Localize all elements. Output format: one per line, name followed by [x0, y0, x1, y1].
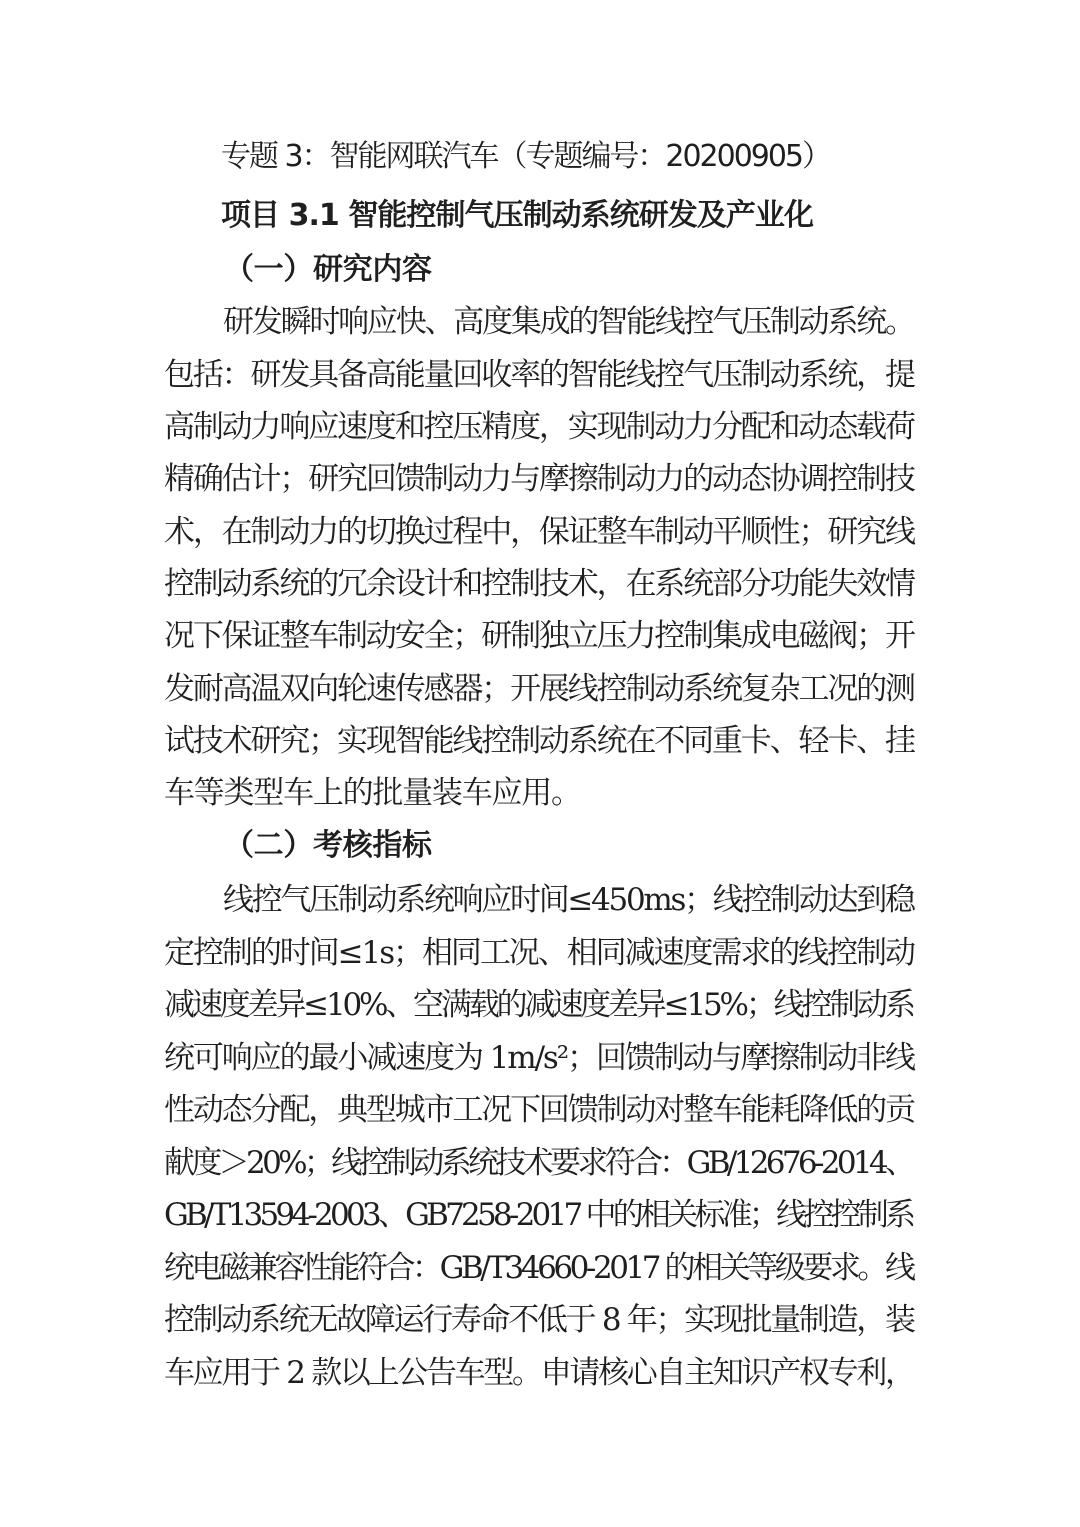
topic-heading-text: 专题 3：智能网联汽车（专题编号：20200905） [221, 139, 830, 174]
paragraph-line-text: 包括：研发具备高能量回收率的智能线控气压制动系统，提 [164, 357, 914, 393]
section-2-heading-text: （二）考核指标 [224, 828, 432, 863]
paragraph-line-text: 定控制的时间≤1s；相同工况、相同减速度需求的线控制动 [164, 935, 914, 971]
paragraph-line-text: 统可响应的最小减速度为 1m/s²；回馈制动与摩擦制动非线 [164, 1040, 914, 1076]
paragraph-line-text: 研发瞬时响应快、高度集成的智能线控气压制动系统。 [223, 304, 914, 340]
paragraph-line-text: 车等类型车上的批量装车应用。 [164, 775, 581, 811]
section-1-heading-text: （一）研究内容 [224, 252, 432, 287]
paragraph-line-text: 高制动力响应速度和控压精度，实现制动力分配和动态载荷 [164, 409, 914, 445]
paragraph-line-text: 性动态分配，典型城市工况下回馈制动对整车能耗降低的贡 [164, 1092, 914, 1128]
paragraph-line-text: GB/T13594-2003、GB7258-2017 中的相关标准；线控控制系 [164, 1197, 913, 1233]
paragraph-line-text: 线控气压制动系统响应时间≤450ms；线控制动达到稳 [223, 882, 914, 918]
paragraph-line-text: 发耐高温双向轮速传感器；开展线控制动系统复杂工况的测 [164, 671, 914, 707]
paragraph-line-text: 车应用于 2 款以上公告车型。申请核心自主知识产权专利， [164, 1355, 914, 1391]
paragraph-line-text: 控制动系统的冗余设计和控制技术，在系统部分功能失效情 [164, 566, 914, 602]
paragraph-line-text: 况下保证整车制动安全；研制独立压力控制集成电磁阀；开 [164, 618, 914, 654]
paragraph-line-text: 献度＞20%；线控制动系统技术要求符合：GB/12676-2014、 [164, 1145, 913, 1181]
paragraph-line-text: 控制动系统无故障运行寿命不低于 8 年；实现批量制造，装 [164, 1302, 914, 1338]
paragraph-line-text: 减速度差异≤10%、空满载的减速度差异≤15%；线控制动系 [164, 987, 913, 1023]
paragraph-line-text: 精确估计；研究回馈制动力与摩擦制动力的动态协调控制技 [164, 461, 914, 497]
paragraph-line-text: 术，在制动力的切换过程中，保证整车制动平顺性；研究线 [164, 514, 914, 550]
project-heading-text: 项目 3.1 智能控制气压制动系统研发及产业化 [221, 198, 813, 233]
paragraph-line-text: 试技术研究；实现智能线控制动系统在不同重卡、轻卡、挂 [164, 723, 914, 759]
paragraph-line-text: 统电磁兼容性能符合：GB/T34660-2017 的相关等级要求。线 [164, 1250, 913, 1286]
